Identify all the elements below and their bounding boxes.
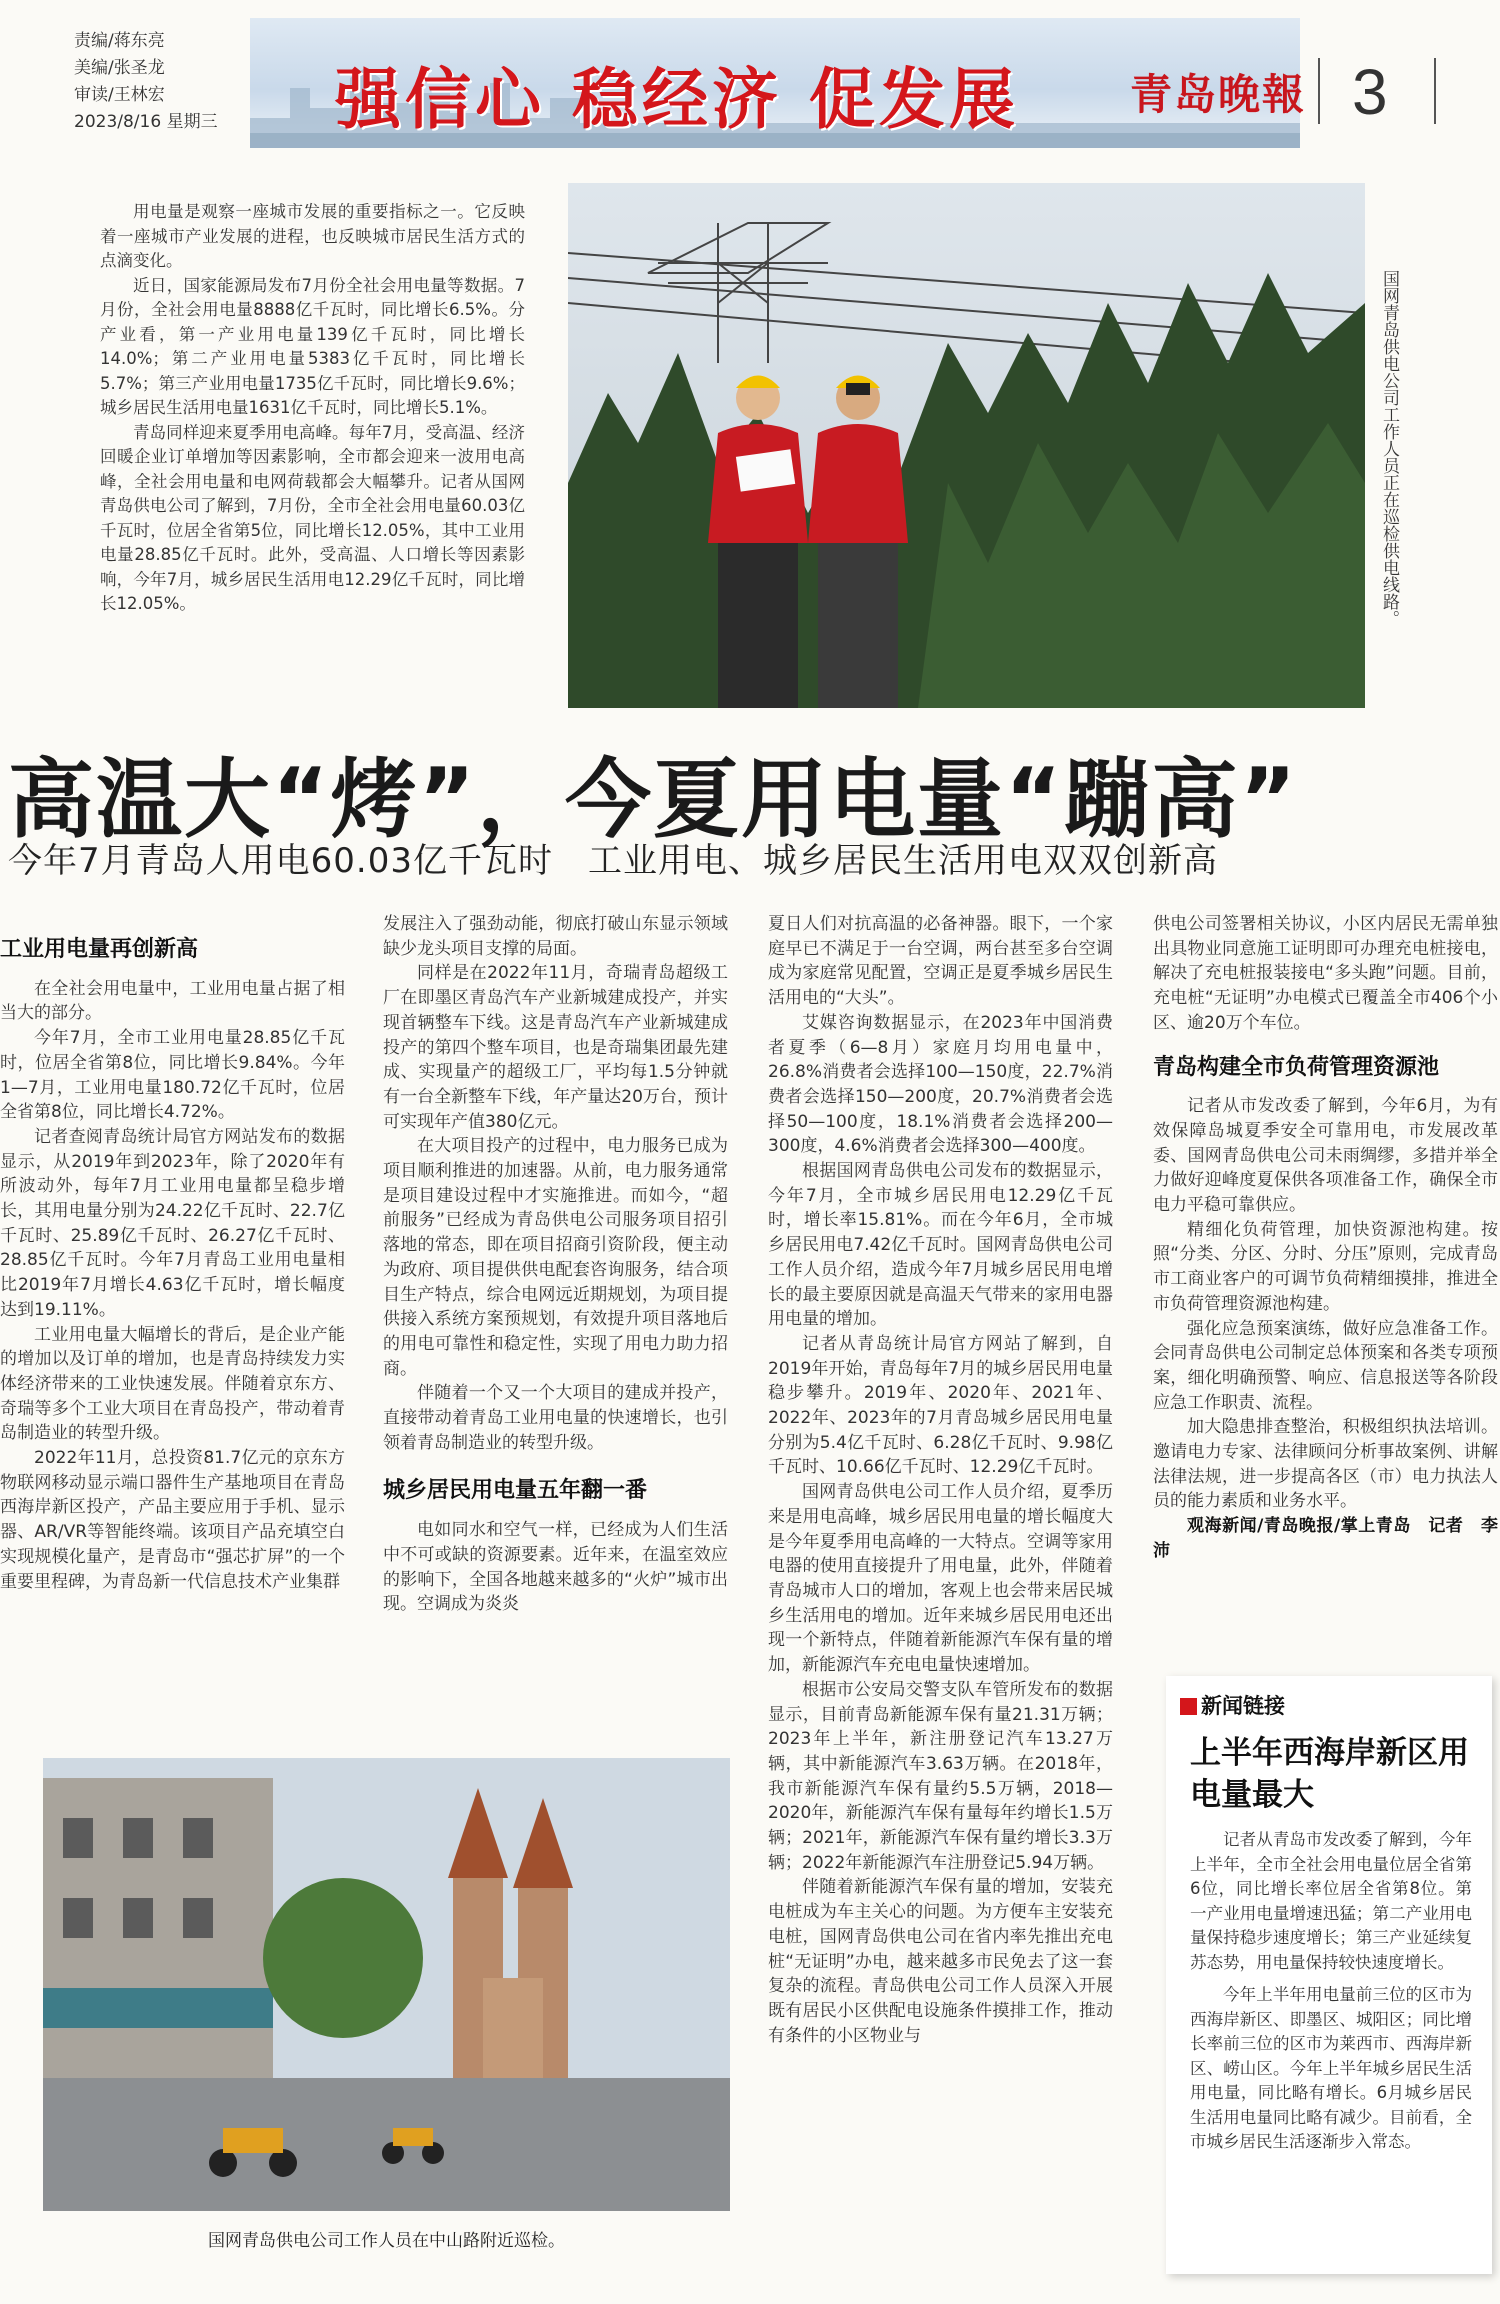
masthead-divider — [1318, 58, 1320, 124]
paragraph: 今年上半年用电量前三位的区市为西海岸新区、即墨区、城阳区；同比增长率前三位的区市为莱西市、西海岸新区、崂山区。今年上半年城乡居民生活用电量，同比略有增长。6月城乡居民生活用电量同比略有减少。目前看，全市城乡居民生活逐渐步入常态。 — [1190, 1985, 1472, 2151]
photo-illustration — [43, 1758, 730, 2211]
paragraph: 记者查阅青岛统计局官方网站发布的数据显示，从2019年到2023年，除了2020年有所波动外，每年7月工业用电量都呈稳步增长，其用电量分别为24.22亿千瓦时、22.7亿千瓦时、25.89亿千瓦时、26.27亿千瓦时、28.85亿千瓦时。今年7月青岛工业用电量相比2019年7月增长4.63亿千瓦时，增长幅度达到19.11%。 — [0, 1126, 345, 1320]
designer-credit: 美编/张圣龙 — [74, 58, 165, 78]
headline: 高温大“烤”，今夏用电量“蹦高” — [8, 750, 1299, 850]
paragraph: 精细化负荷管理，加快资源池构建。按照“分类、分区、分时、分压”原则，完成青岛市工商业客户的可调节负荷精细摸排，推进全市负荷管理资源池构建。 — [1153, 1219, 1498, 1314]
news-link-tag — [1180, 1690, 1285, 1720]
masthead-credits — [74, 28, 218, 136]
paragraph: 记者从市发改委了解到，今年6月，为有效保障岛城夏季安全可靠用电，市发展改革委、国网青岛供电公司未雨绸缪，多措并举全力做好迎峰度夏保供各项准备工作，确保全市电力平稳可靠供应。 — [1153, 1096, 1498, 1216]
intro-paragraph: 用电量是观察一座城市发展的重要指标之一。它反映着一座城市产业发展的进程，也反映城市居民生活方式的点滴变化。 — [100, 202, 525, 270]
paragraph: 伴随着新能源汽车保有量的增加，安装充电桩成为车主关心的问题。为方便车主安装充电桩，国网青岛供电公司在省内率先推出充电桩“无证明”办电，越来越多市民免去了这一套复杂的流程。青岛供电公司工作人员深入开展既有居民小区供配电设施条件摸排工作，推动有条件的小区物业与 — [768, 1877, 1113, 2046]
paragraph: 加大隐患排查整治，积极组织执法培训。邀请电力专家、法律顾问分析事故案例、讲解法律法规，进一步提高各区（市）电力执法人员的能力素质和业务水平。 — [1153, 1417, 1498, 1512]
intro-paragraph: 近日，国家能源局发布7月份全社会用电量等数据。7月份，全社会用电量8888亿千瓦时，同比增长6.5%。分产业看，第一产业用电量139亿千瓦时，同比增长14.0%；第二产业用电量5383亿千瓦时，同比增长5.7%；第三产业用电量1735亿千瓦时，同比增长9.6%；城乡居民生活用电量1631亿千瓦时，同比增长5.1%。 — [100, 275, 525, 417]
paragraph: 同样是在2022年11月，奇瑞青岛超级工厂在即墨区青岛汽车产业新城建成投产，并实现首辆整车下线。这是青岛汽车产业新城建成投产的第四个整车项目，也是奇瑞集团最先建成、实现量产的超级工厂，平均每1.5分钟就有一台全新整车下线，年产量达20万台，预计可实现年产值380亿元。 — [383, 963, 728, 1132]
article-column-2 — [383, 912, 728, 1617]
news-link-body — [1190, 1828, 1472, 2163]
paragraph: 在全社会用电量中，工业用电量占据了相当大的部分。 — [0, 978, 345, 1024]
paragraph: 电如同水和空气一样，已经成为人们生活中不可或缺的资源要素。近年来，在温室效应的影响下，全国各地越来越多的“火炉”城市出现。空调成为炎炎 — [383, 1520, 728, 1615]
paragraph: 根据市公安局交警支队车管所发布的数据显示，目前青岛新能源车保有量21.31万辆；2023年上半年，新注册登记汽车13.27万辆，其中新能源汽车3.63万辆。在2018年，我市新能源汽车保有量约5.5万辆，2018—2020年，新能源汽车保有量每年约增长1.5万辆；2021年，新能源汽车保有量约增长3.3万辆；2022年新能源汽车注册登记5.94万辆。 — [768, 1679, 1113, 1873]
news-link-box — [1166, 1676, 1492, 2274]
subheadline: 今年7月青岛人用电60.03亿千瓦时 工业用电、城乡居民生活用电双双创新高 — [8, 841, 1218, 881]
issue-date: 2023/8/16 星期三 — [74, 112, 218, 132]
page-number: 3 — [1352, 56, 1388, 128]
intro-paragraph: 青岛同样迎来夏季用电高峰。每年7月，受高温、经济回暖企业订单增加等因素影响，全市都会迎来一波用电高峰，全社会用电量和电网荷载都会大幅攀升。记者从国网青岛供电公司了解到，7月份，全市全社会用电量60.03亿千瓦时，位居全省第5位，同比增长12.05%，其中工业用电量28.85亿千瓦时。此外，受高温、人口增长等因素影响，今年7月，城乡居民生活用电12.29亿千瓦时，同比增长12.05%。 — [100, 422, 525, 613]
section-heading: 工业用电量再创新高 — [0, 937, 199, 962]
paragraph: 记者从青岛市发改委了解到，今年上半年，全市全社会用电量位居全省第6位，同比增长率位居全省第8位。第一产业用电量增速迅猛；第二产业用电量保持稳步速度增长；第三产业延续复苏态势，用电量保持较快速度增长。 — [1190, 1830, 1472, 1972]
section-heading: 青岛构建全市负荷管理资源池 — [1153, 1054, 1440, 1080]
article-column-1 — [0, 928, 345, 1594]
paragraph: 记者从青岛统计局官方网站了解到，自2019年开始，青岛每年7月的城乡居民用电量稳步攀升。2019年、2020年、2021年、2022年、2023年的7月青岛城乡居民用电量分别为5.4亿千瓦时、6.28亿千瓦时、9.98亿千瓦时、10.66亿千瓦时、12.29亿千瓦时。 — [768, 1333, 1113, 1478]
paragraph: 工业用电量大幅增长的背后，是企业产能的增加以及订单的增加，也是青岛持续发力实体经济带来的工业快速发展。伴随着京东方、奇瑞等多个工业大项目在青岛投产，带动着青岛制造业的转型升级。 — [0, 1324, 345, 1444]
photo-caption-vertical: 国网青岛供电公司工作人员正在巡检供电线路。 — [1379, 270, 1399, 627]
slogan-text: 强信心 稳经济 促发展 — [335, 61, 1019, 138]
author-byline: 观海新闻/青岛晚报/掌上青岛 记者 李沛 — [1153, 1516, 1498, 1561]
photo-illustration — [568, 183, 1365, 708]
paragraph: 供电公司签署相关协议，小区内居民无需单独出具物业同意施工证明即可办理充电桩接电，解决了充电桩报装接电“多头跑”问题。目前，充电桩“无证明”办电模式已覆盖全市406个小区、逾20万个车位。 — [1153, 914, 1498, 1033]
paragraph: 夏日人们对抗高温的必备神器。眼下，一个家庭早已不满足于一台空调，两台甚至多台空调成为家庭常见配置，空调正是夏季城乡居民生活用电的“大头”。 — [768, 914, 1113, 1009]
section-heading: 城乡居民用电量五年翻一番 — [383, 1478, 648, 1504]
paragraph: 根据国网青岛供电公司发布的数据显示，今年7月，全市城乡居民用电12.29亿千瓦时，增长率15.81%。而在今年6月，全市城乡居民用电7.42亿千瓦时。国网青岛供电公司工作人员介绍，造成今年7月城乡居民用电增长的最主要原因就是高温天气带来的家用电器用电量的增加。 — [768, 1161, 1113, 1330]
article-column-4 — [1153, 912, 1498, 1564]
paragraph: 国网青岛供电公司工作人员介绍，夏季历来是用电高峰，城乡居民用电量的增长幅度大是今年夏季用电高峰的一大特点。空调等家用电器的使用直接提升了用电量，此外，伴随着青岛城市人口的增加，客观上也会带来居民城乡生活用电的增加。近年来城乡居民用电还出现一个新特点，伴随着新能源汽车保有量的增加，新能源汽车充电电量快速增加。 — [768, 1482, 1113, 1676]
paragraph: 发展注入了强劲动能，彻底打破山东显示领域缺少龙头项目支撑的局面。 — [383, 914, 728, 959]
article-column-3 — [768, 912, 1113, 2048]
news-link-title: 上半年西海岸新区用电量最大 — [1190, 1735, 1469, 1813]
intro-text — [100, 200, 525, 617]
zhongshan-road-photo — [43, 1758, 730, 2211]
masthead-divider-right — [1434, 58, 1436, 124]
paragraph: 伴随着一个又一个大项目的建成并投产，直接带动着青岛工业用电量的快速增长，也引领着青岛制造业的转型升级。 — [383, 1383, 728, 1453]
editor-credit: 责编/蒋东亮 — [74, 31, 165, 51]
paragraph: 今年7月，全市工业用电量28.85亿千瓦时，位居全省第8位，同比增长9.84%。今年1—7月，工业用电量180.72亿千瓦时，位居全省第8位，同比增长4.72%。 — [0, 1028, 345, 1123]
power-line-inspection-photo — [568, 183, 1365, 708]
paragraph: 强化应急预案演练，做好应急准备工作。会同青岛供电公司制定总体预案和各类专项预案，细化明确预警、响应、信息报送等各阶段应急工作职责、流程。 — [1153, 1318, 1498, 1413]
paragraph: 在大项目投产的过程中，电力服务已成为项目顺利推进的加速器。从前，电力服务通常是项目建设过程中才实施推进。而如今，“超前服务”已经成为青岛供电公司服务项目招引落地的常态，即在项目招商引资阶段，便主动为政府、项目提供供电配套咨询服务，结合项目生产特点，综合电网远近期规划，为项目提供接入系统方案预规划，有效提升项目落地后的用电可靠性和稳定性，实现了用电力助力招商。 — [383, 1136, 728, 1379]
newspaper-logo: 青岛晚報 — [1130, 70, 1307, 119]
paragraph: 2022年11月，总投资81.7亿元的京东方物联网移动显示端口器件生产基地项目在青岛西海岸新区投产，产品主要应用于手机、显示器、AR/VR等智能终端。该项目产品充填空白实现规模化量产，是青岛市“强芯扩屏”的一个重要里程碑，为青岛新一代信息技术产业集群 — [0, 1448, 345, 1592]
photo-caption: 国网青岛供电公司工作人员在中山路附近巡检。 — [208, 2231, 565, 2251]
paragraph: 艾媒咨询数据显示，在2023年中国消费者夏季（6—8月）家庭月均用电量中，26.8%消费者会选择100—150度，22.7%消费者会选择150—200度，20.7%消费者会选择50—100度，18.1%消费者会选择200—300度，4.6%消费者会选择300—400度。 — [768, 1012, 1113, 1157]
news-link-tag-label: 新闻链接 — [1201, 1694, 1285, 1718]
red-square-icon — [1180, 1698, 1197, 1715]
reviewer-credit: 审读/王林宏 — [74, 85, 165, 105]
